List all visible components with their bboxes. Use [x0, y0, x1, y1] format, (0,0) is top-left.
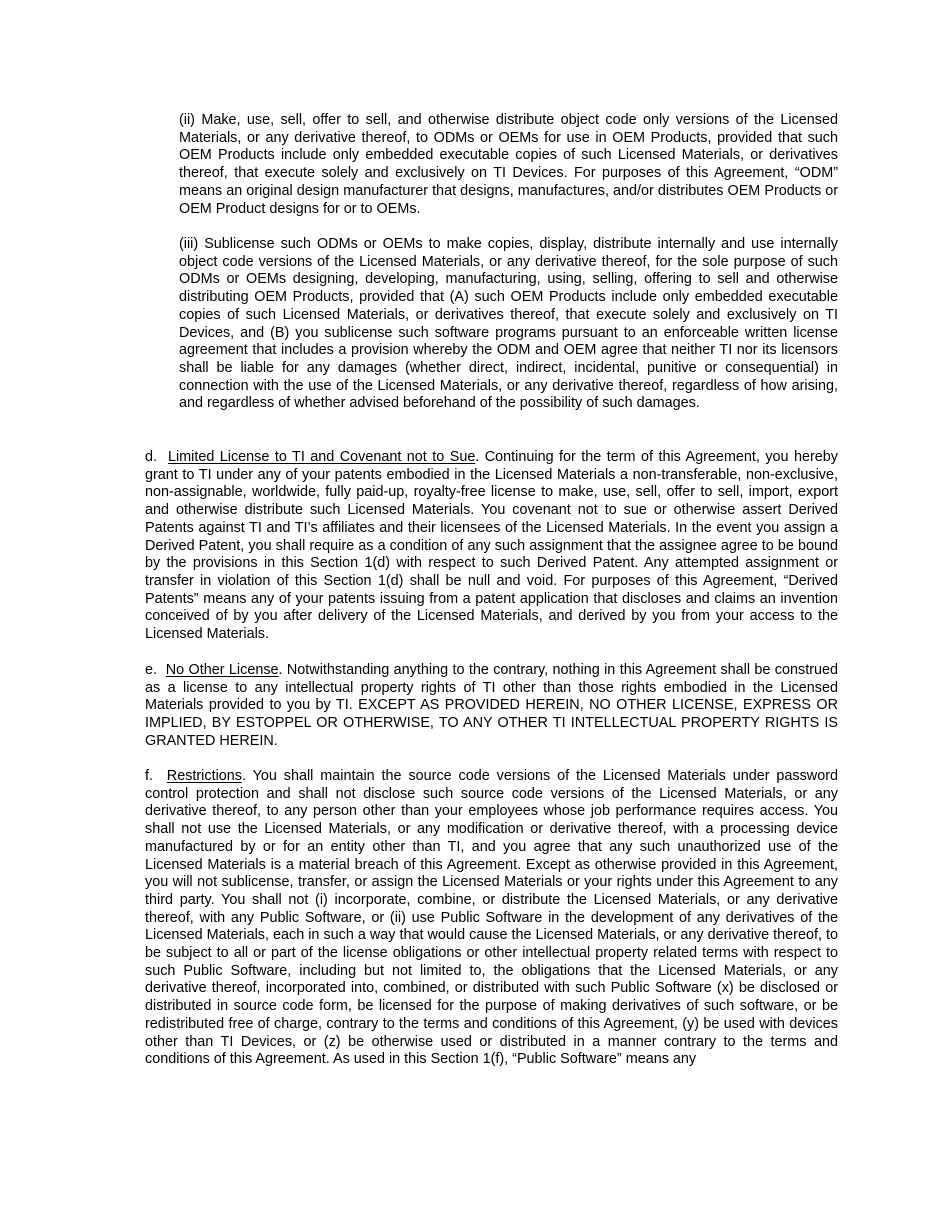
section-f-marker: f.: [145, 768, 153, 784]
section-d-body: . Continuing for the term of this Agreement, you hereby grant to TI under any of your patents embodied in the Licensed Materials a non-transferable, non-exclusive, non-assignable, worldwide, fully paid-up, royalty-free license to make, use, sell, offer to sell, import, export and otherwise distribute such Licensed Materials. You covenant not to sue or otherwise assert Derived Patents against TI and TI’s affiliates and their licensees of the Licensed Materials. In the event you assign a Derived Patent, you shall require as a condition of any such assignment that the assignee agree to be bound by the provisions in this Section 1(d) with respect to such Derived Patent. Any attempted assignment or transfer in violation of this Section 1(d) shall be null and void. For purposes of this Agreement, “Derived Patents” means any of your patents issuing from a patent application that discloses and claims an invention conceived of by you after delivery of the Licensed Materials, and derived by you from your access to the Licensed Materials.: [145, 449, 838, 643]
paragraph-iii: (iii) Sublicense such ODMs or OEMs to make copies, display, distribute internally and use internally object code versions of the Licensed Materials, or any derivative thereof, for the sole purpose of such ODMs or OEMs designing, developing, manufacturing, using, selling, offering to sell and otherwise distributing OEM Products, provided that (A) such OEM Products include only embedded executable copies of such Licensed Materials, or derivatives thereof, that execute solely and exclusively on TI Devices, and (B) you sublicense such software programs pursuant to an enforceable written license agreement that includes a provision whereby the ODM and OEM agree that neither TI nor its licensors shall be liable for any damages (whether direct, indirect, incidental, punitive or consequential) in connection with the use of the Licensed Materials, or any derivative thereof, regardless of how arising, and regardless of whether advised beforehand of the possibility of such damages.: [179, 236, 838, 412]
section-d: [145, 449, 838, 644]
section-e-body: . Notwithstanding anything to the contrary, nothing in this Agreement shall be construed as a license to any intellectual property rights of TI other than those rights embodied in the Licensed Materials provided to you by TI. EXCEPT AS PROVIDED HEREIN, NO OTHER LICENSE, EXPRESS OR IMPLIED, BY ESTOPPEL OR OTHERWISE, TO ANY OTHER TI INTELLECTUAL PROPERTY RIGHTS IS GRANTED HEREIN.: [145, 662, 839, 749]
section-e-marker: e.: [145, 662, 158, 678]
section-e: [145, 662, 838, 751]
section-f-body: . You shall maintain the source code versions of the Licensed Materials under password control protection and shall not disclose such source code versions of the Licensed Materials, or any derivative thereof, to any person other than your employees whose job performance requires access. You shall not use the Licensed Materials, or any modification or derivative thereof, with a processing device manufactured by or for an entity other than TI, and you agree that any such unauthorized use of the Licensed Materials is a material breach of this Agreement. Except as otherwise provided in this Agreement, you will not sublicense, transfer, or assign the Licensed Materials or your rights under this Agreement to any third party. You shall not (i) incorporate, combine, or distribute the Licensed Materials, or any derivative thereof, with any Public Software, or (ii) use Public Software in the development of any derivatives of the Licensed Materials, each in such a way that would cause the Licensed Materials, or any derivative thereof, to be subject to all or part of the license obligations or other intellectual property related terms with respect to such Public Software, including but not limited to, the obligations that the Licensed Materials, or any derivative thereof, incorporated into, combined, or distributed with such Public Software (x) be disclosed or distributed in source code form, be licensed for the purpose of making derivatives of such software, or be redistributed free of charge, contrary to the terms and conditions of this Agreement, (y) be used with devices other than TI Devices, or (z) be otherwise used or distributed in a manner contrary to the terms and conditions of this Agreement. As used in this Section 1(f), “Public Software” means any: [145, 768, 838, 1068]
section-f: [145, 768, 838, 1069]
section-e-heading: No Other License: [165, 662, 279, 678]
section-d-heading: Limited License to TI and Covenant not to Sue: [167, 449, 476, 465]
section-d-marker: d.: [145, 449, 158, 465]
section-f-heading: Restrictions: [166, 768, 242, 784]
paragraph-ii: (ii) Make, use, sell, offer to sell, and otherwise distribute object code only versions of the Licensed Materials, or any derivative thereof, to ODMs or OEMs for use in OEM Products, provided that such OEM Products include only embedded executable copies of such Licensed Materials, or derivatives thereof, that execute solely and exclusively on TI Devices. For purposes of this Agreement, “ODM” means an original design manufacturer that designs, manufactures, and/or distributes OEM Products or OEM Product designs for or to OEMs.: [179, 112, 838, 217]
